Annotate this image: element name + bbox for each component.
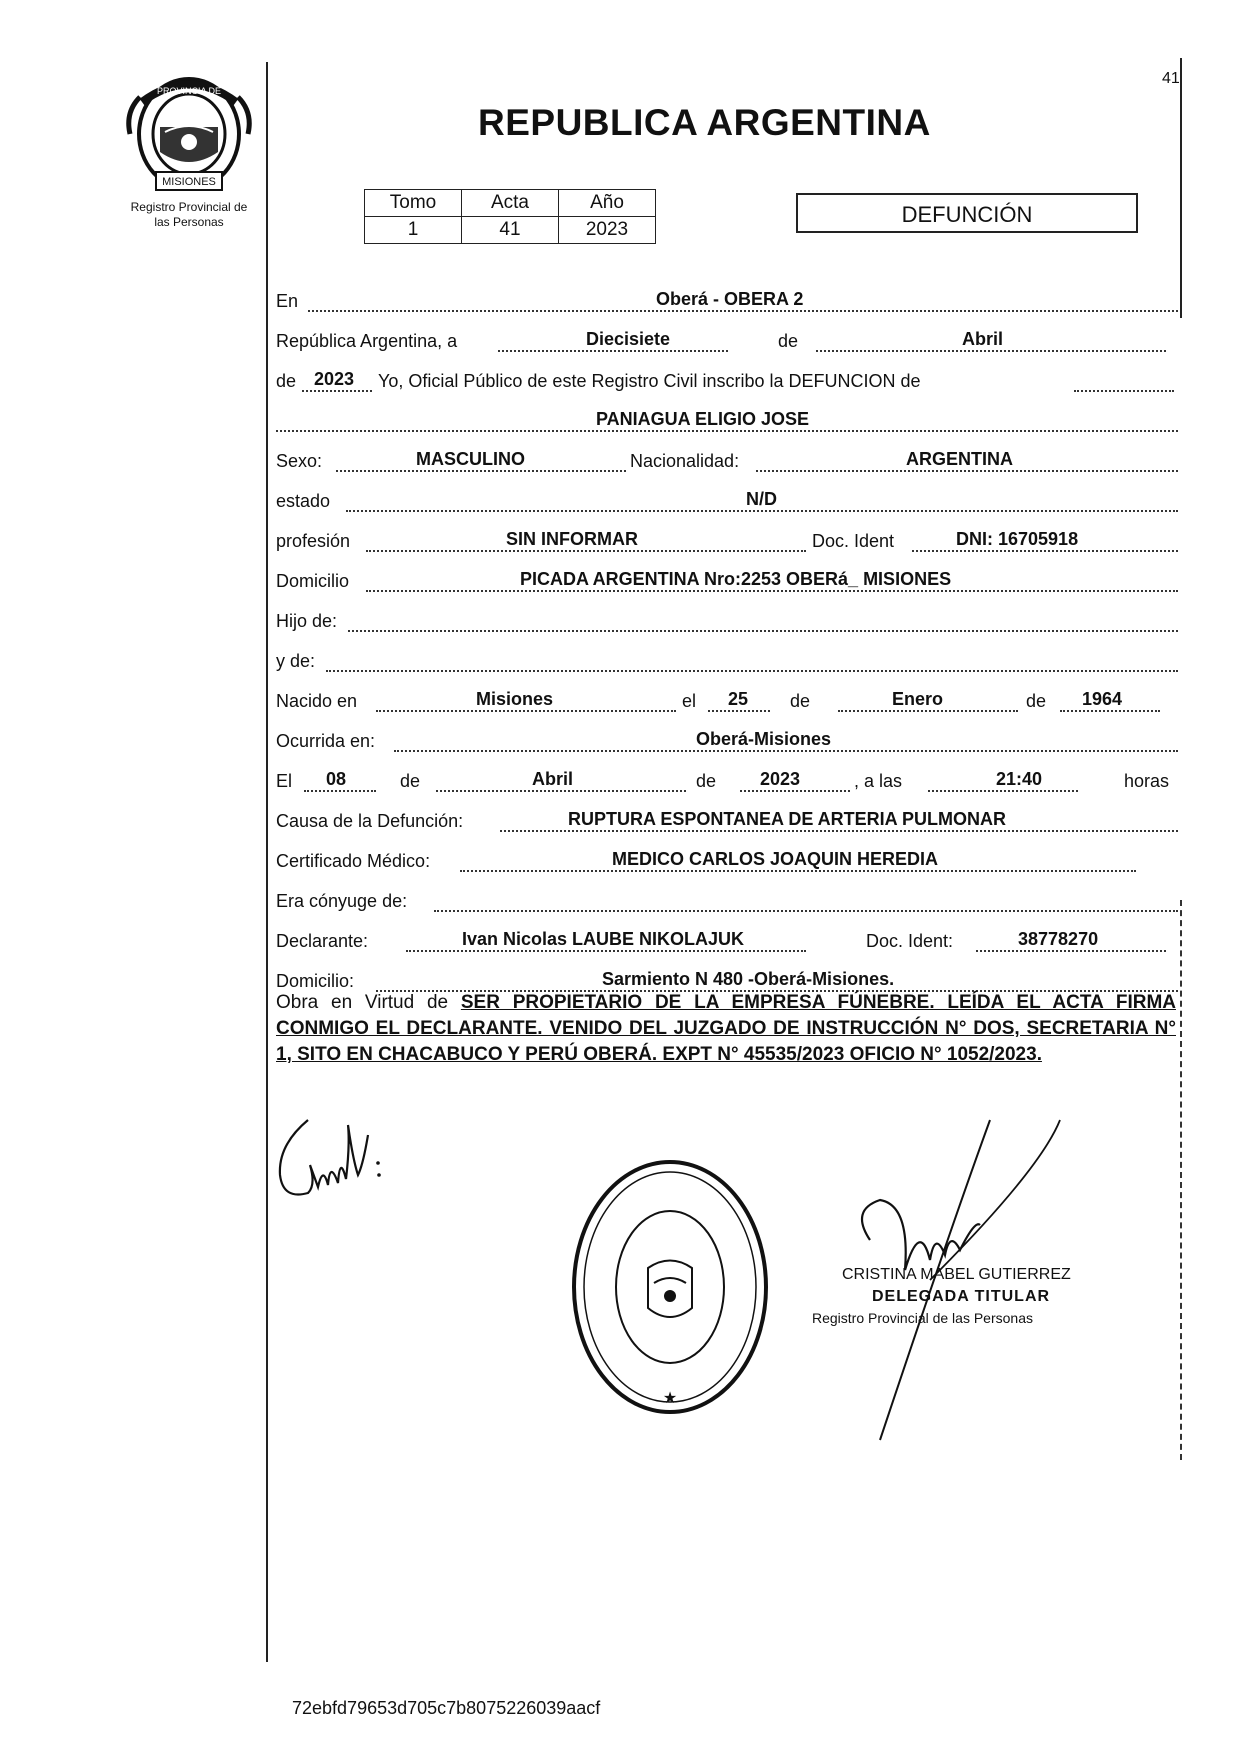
acta-reference-table	[364, 189, 656, 244]
declarant-signature-icon	[268, 1105, 398, 1215]
seal-bottom-text: MISIONES	[162, 176, 216, 188]
registry-label-line2: las Personas	[154, 215, 224, 229]
birth-day-value: 25	[728, 689, 749, 709]
death-de2-label: de	[696, 771, 717, 791]
en-label: En	[276, 291, 299, 311]
nacionalidad-label: Nacionalidad:	[630, 451, 740, 471]
official-title: DELEGADA TITULAR	[872, 1288, 1051, 1305]
row-yo	[276, 362, 1178, 398]
certificado-label: Certificado Médico:	[276, 851, 431, 871]
decl-doc-value: 38778270	[1018, 929, 1099, 949]
acta-value-anio: 2023	[559, 217, 656, 244]
nacido-label: Nacido en	[276, 691, 358, 711]
estado-label: estado	[276, 491, 331, 511]
de-label: de	[778, 331, 799, 351]
certificado-value: MEDICO CARLOS JOAQUIN HEREDIA	[612, 849, 939, 869]
page-title: REPUBLICA ARGENTINA	[478, 102, 931, 143]
profesion-value: SIN INFORMAR	[506, 529, 638, 549]
estado-value: N/D	[746, 489, 777, 509]
declarante-value: Ivan Nicolas LAUBE NIKOLAJUK	[462, 929, 745, 949]
nacionalidad-value: ARGENTINA	[906, 449, 1013, 469]
decl-domicilio-value: Sarmiento N 480 -Oberá-Misiones.	[602, 969, 895, 989]
death-year-value: 2023	[760, 769, 801, 789]
row-domicilio	[276, 562, 1178, 598]
row-deceased-name	[276, 402, 1178, 438]
row-republica	[276, 322, 1178, 358]
death-de1-label: de	[400, 771, 421, 791]
registry-label	[96, 200, 282, 230]
causa-label: Causa de la Defunción:	[276, 811, 464, 831]
row-hijo	[276, 602, 1178, 638]
row-certificado	[276, 842, 1178, 878]
hijo-field	[348, 602, 1178, 632]
document-hash: 72ebfd79653d705c7b8075226039aacf	[292, 1698, 601, 1718]
obra-virtud-paragraph	[276, 990, 1176, 1068]
domicilio-label: Domicilio	[276, 571, 350, 591]
hijo-label: Hijo de:	[276, 611, 338, 631]
alas-label: , a las	[854, 771, 903, 791]
death-day-value: 08	[326, 769, 347, 789]
death-time-value: 21:40	[996, 769, 1043, 789]
acta-value-acta: 41	[462, 217, 559, 244]
record-type-box: DEFUNCIÓN	[796, 193, 1138, 233]
acta-value-tomo: 1	[365, 217, 462, 244]
obra-label: Obra en Virtud de	[276, 992, 449, 1013]
horas-label: horas	[1124, 771, 1170, 791]
yo-text: Yo, Oficial Público de este Registro Civil inscribo la DEFUNCION de	[378, 371, 921, 391]
row-estado	[276, 482, 1178, 518]
svg-text:★: ★	[662, 1390, 678, 1407]
acta-header-tomo: Tomo	[365, 190, 462, 217]
row-yde	[276, 642, 1178, 678]
en-value: Oberá - OBERA 2	[656, 289, 804, 309]
row-declarante	[276, 922, 1178, 958]
acta-header-acta: Acta	[462, 190, 559, 217]
right-margin-line	[1180, 58, 1182, 318]
conyuge-field	[434, 882, 1178, 912]
provincial-seal-icon	[120, 72, 258, 196]
registry-label-line1: Registro Provincial de	[130, 200, 248, 214]
row-causa	[276, 802, 1178, 838]
month-value: Abril	[962, 329, 1004, 349]
acta-header-anio: Año	[559, 190, 656, 217]
yde-label: y de:	[276, 651, 316, 671]
doc-label: Doc. Ident	[812, 531, 895, 551]
official-stamp-icon	[570, 1158, 770, 1416]
de2-label: de	[276, 371, 297, 391]
conyuge-label: Era cónyuge de:	[276, 891, 408, 911]
official-name: CRISTINA MABEL GUTIERREZ	[842, 1266, 1071, 1283]
birth-el-label: el	[682, 691, 697, 711]
seal-top-text: PROVINCIA DE	[156, 86, 222, 96]
doc-value: DNI: 16705918	[956, 529, 1079, 549]
day-word-value: Diecisiete	[586, 329, 671, 349]
birth-year-value: 1964	[1082, 689, 1123, 709]
official-registry: Registro Provincial de las Personas	[812, 1310, 1033, 1326]
page-number: 41	[1162, 70, 1180, 87]
causa-value: RUPTURA ESPONTANEA DE ARTERIA PULMONAR	[568, 809, 1007, 829]
right-margin-dashes	[1180, 900, 1182, 1460]
death-el-label: El	[276, 771, 293, 791]
year-value: 2023	[314, 369, 355, 389]
sexo-value: MASCULINO	[416, 449, 525, 469]
left-margin-line	[266, 62, 268, 1662]
decl-domicilio-label: Domicilio:	[276, 971, 355, 991]
row-profesion	[276, 522, 1178, 558]
republica-label: República Argentina, a	[276, 331, 458, 351]
obra-text: SER PROPIETARIO DE LA EMPRESA FÚNEBRE. LEÍDA EL ACTA FIRMA CONMIGO EL DECLARANTE. VENIDO DEL JUZGADO DE INSTRUCCIÓN N° DOS, SECRETARIA N° 1, SITO EN CHACABUCO Y PERÚ OBERÁ. EXPT N° 45535/2023 OFICIO N° 1052/2023.	[276, 992, 1176, 1065]
deceased-name-value: PANIAGUA ELIGIO JOSE	[596, 409, 810, 429]
death-month-value: Abril	[532, 769, 574, 789]
sexo-label: Sexo:	[276, 451, 323, 471]
yo-field	[1074, 362, 1174, 392]
row-sexo	[276, 442, 1178, 478]
row-death-date	[276, 762, 1178, 798]
row-conyuge	[276, 882, 1178, 918]
domicilio-value: PICADA ARGENTINA Nro:2253 OBERá_ MISIONES	[520, 569, 952, 589]
birth-de2-label: de	[1026, 691, 1047, 711]
yde-field	[326, 642, 1178, 672]
birth-de1-label: de	[790, 691, 811, 711]
row-en	[276, 282, 1178, 318]
decl-doc-label: Doc. Ident:	[866, 931, 954, 951]
ocurrida-value: Oberá-Misiones	[696, 729, 832, 749]
row-nacido	[276, 682, 1178, 718]
nacido-value: Misiones	[476, 689, 554, 709]
row-ocurrida	[276, 722, 1178, 758]
profesion-label: profesión	[276, 531, 351, 551]
ocurrida-label: Ocurrida en:	[276, 731, 376, 751]
birth-month-value: Enero	[892, 689, 944, 709]
declarante-label: Declarante:	[276, 931, 369, 951]
